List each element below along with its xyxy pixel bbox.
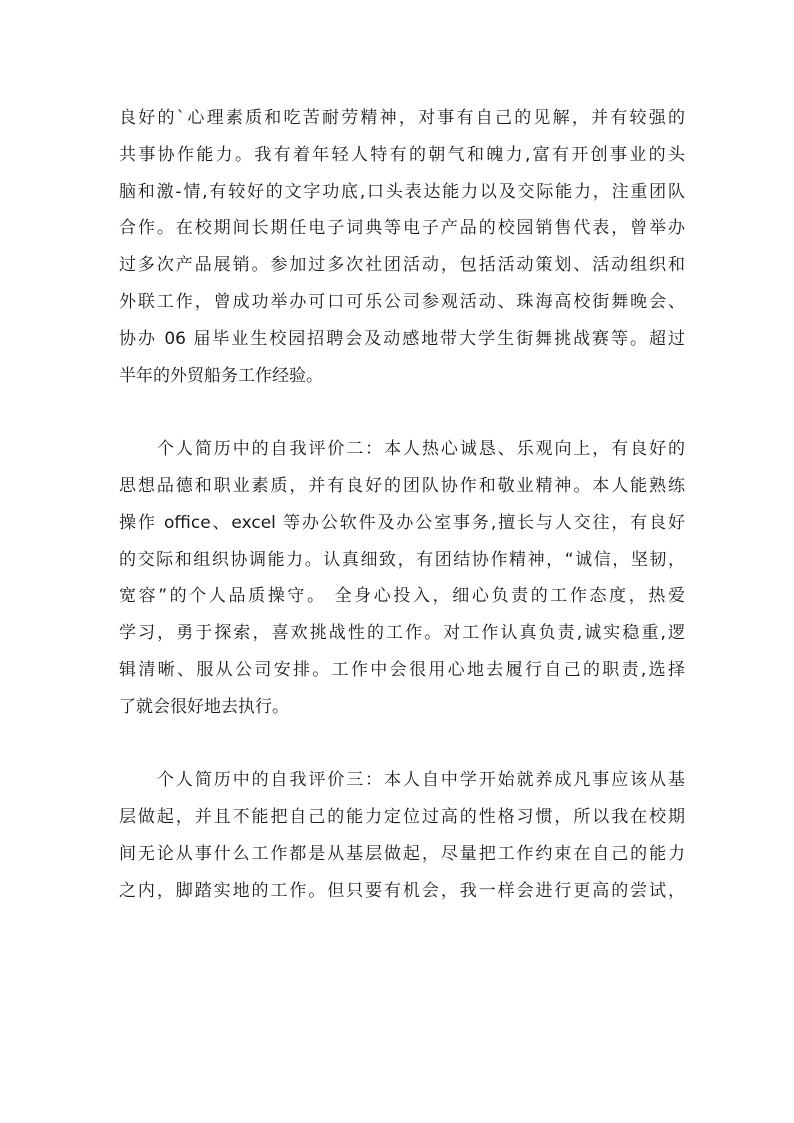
text-line: 良好的`心理素质和吃苦耐劳精神，对事有自己的见解，并有较强的 — [119, 108, 685, 128]
text-line: 宽容”的个人品质操守。 全身心投入，细心负责的工作态度，热爱 — [119, 586, 685, 607]
text-line: 外联工作，曾成功举办可口可乐公司参观活动、珠海高校街舞晚会、 — [119, 291, 685, 312]
paragraph-2 — [119, 431, 685, 725]
document-body — [119, 100, 685, 910]
paragraph-spacer — [119, 394, 685, 431]
text-line: 之内，脚踏实地的工作。但只要有机会，我一样会进行更高的尝试， — [119, 880, 685, 901]
text-line: 间无论从事什么工作都是从基层做起，尽量把工作约束在自己的能力 — [119, 843, 685, 864]
text-line: 合作。在校期间长期任电子词典等电子产品的校园销售代表，曾举办 — [119, 218, 685, 239]
text-line: 的交际和组织协调能力。认真细致，有团结协作精神，“诚信，坚韧， — [119, 549, 685, 570]
text-line: 协办 06 届毕业生校园招聘会及动感地带大学生街舞挑战赛等。超过 — [119, 328, 685, 349]
text-line: 脑和激-情,有较好的文字功底,口头表达能力以及交际能力，注重团队 — [119, 181, 685, 202]
paragraph-1 — [119, 100, 685, 394]
paragraph-spacer — [119, 726, 685, 763]
paragraph-3 — [119, 762, 685, 909]
text-line: 思想品德和职业素质，并有良好的团队协作和敬业精神。本人能熟练 — [119, 475, 685, 496]
text-line: 个人简历中的自我评价三：本人自中学开始就养成凡事应该从基 — [157, 770, 685, 791]
text-line: 半年的外贸船务工作经验。 — [119, 365, 323, 386]
text-line: 操作 office、excel 等办公软件及办公室事务,擅长与人交往，有良好 — [119, 512, 685, 533]
text-line: 学习，勇于探索，喜欢挑战性的工作。对工作认真负责,诚实稳重,逻 — [119, 623, 685, 644]
text-line: 了就会很好地去执行。 — [119, 696, 289, 717]
text-line: 个人简历中的自我评价二：本人热心诚恳、乐观向上，有良好的 — [157, 439, 685, 460]
text-line: 共事协作能力。我有着年轻人特有的朝气和魄力,富有开创事业的头 — [119, 144, 685, 165]
text-line: 辑清晰、服从公司安排。工作中会很用心地去履行自己的职责,选择 — [119, 659, 685, 680]
text-line: 过多次产品展销。参加过多次社团活动，包括活动策划、活动组织和 — [119, 255, 685, 276]
text-line: 层做起，并且不能把自己的能力定位过高的性格习惯，所以我在校期 — [119, 807, 685, 828]
